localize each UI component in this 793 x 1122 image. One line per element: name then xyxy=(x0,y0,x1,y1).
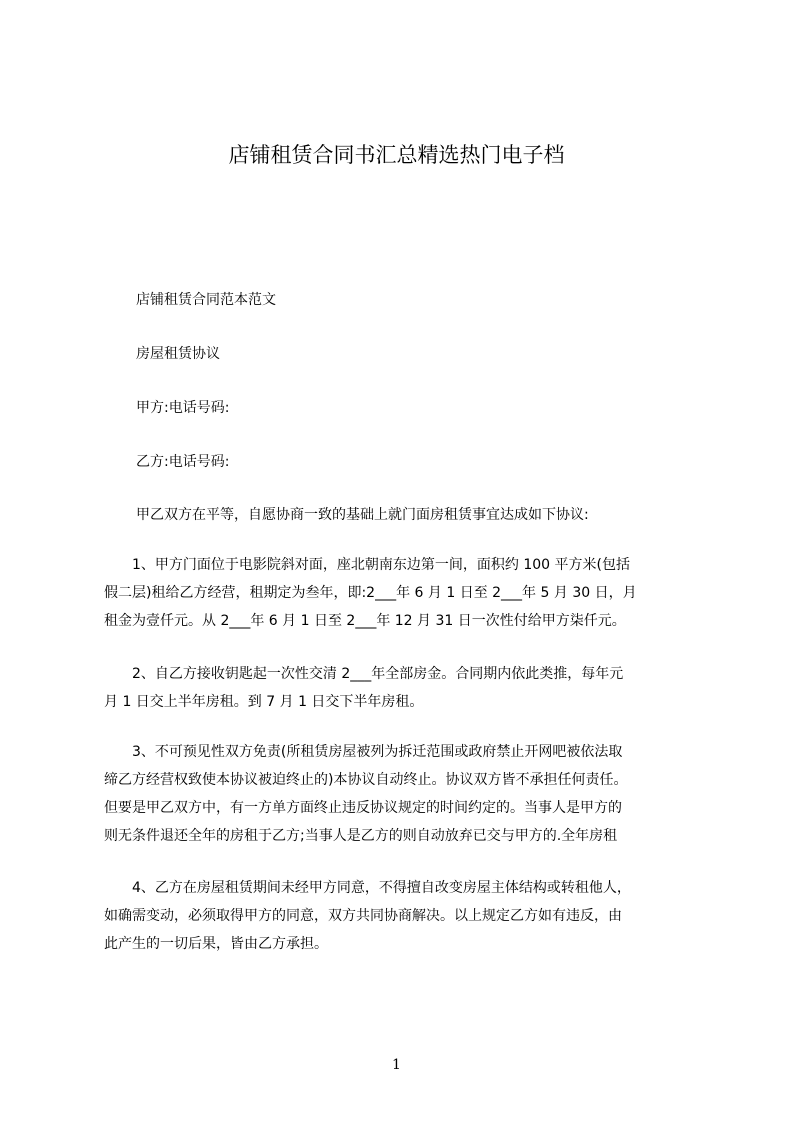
clause-4-line-3: 此产生的一切后果，皆由乙方承担。 xyxy=(104,936,328,952)
clause-4-line-2: 如确需变动，必须取得甲方的同意，双方共同协商解决。以上规定乙方如有违反，由 xyxy=(104,908,622,924)
clause-3-line-3: 但要是甲乙双方中，有一方单方面终止违反协议规定的时间约定的。当事人是甲方的 xyxy=(104,800,622,816)
party-b-line: 乙方:电话号码: xyxy=(136,454,230,470)
clause-4-line-1: 4、乙方在房屋租赁期间未经甲方同意，不得擅自改变房屋主体结构或转租他人， xyxy=(104,880,631,896)
clause-4 xyxy=(104,874,696,958)
clause-1-line-2: 假二层)租给乙方经营，租期定为叁年，即:2___年 6 月 1 日至 2___年 5 月 30 日，月 xyxy=(104,585,637,601)
clause-2-line-2: 月 1 日交上半年房租。到 7 月 1 日交下半年房租。 xyxy=(104,694,424,710)
clause-1-line-1: 1、甲方门面位于电影院斜对面，座北朝南东边第一间，面积约 100 平方米(包括 xyxy=(104,557,630,573)
document-title: 店铺租赁合同书汇总精选热门电子档 xyxy=(228,143,565,167)
clause-2 xyxy=(104,660,696,716)
clause-3-line-2: 缔乙方经营权致使本协议被迫终止的)本协议自动终止。协议双方皆不承担任何责任。 xyxy=(104,772,628,788)
clause-2-line-1: 2、自乙方接收钥匙起一次性交清 2___年全部房金。合同期内依此类推，每年元 xyxy=(104,666,624,682)
page-number: 1 xyxy=(392,1057,401,1073)
clause-3 xyxy=(104,738,696,850)
agreement-heading: 房屋租赁协议 xyxy=(136,346,220,362)
clause-3-line-4: 则无条件退还全年的房租于乙方;当事人是乙方的则自动放弃已交与甲方的.全年房租 xyxy=(104,828,618,844)
party-a-line: 甲方:电话号码: xyxy=(136,400,230,416)
preamble-line: 甲乙双方在平等，自愿协商一致的基础上就门面房租赁事宜达成如下协议: xyxy=(136,507,589,523)
clause-1-line-3: 租金为壹仟元。从 2___年 6 月 1 日至 2___年 12 月 31 日一次性付给甲方柒仟元。 xyxy=(104,613,626,629)
clause-3-line-1: 3、不可预见性双方免责(所租赁房屋被列为拆迁范围或政府禁止开网吧被依法取 xyxy=(104,744,623,760)
subtitle-template: 店铺租赁合同范本范文 xyxy=(136,292,276,308)
clause-1 xyxy=(104,551,696,635)
